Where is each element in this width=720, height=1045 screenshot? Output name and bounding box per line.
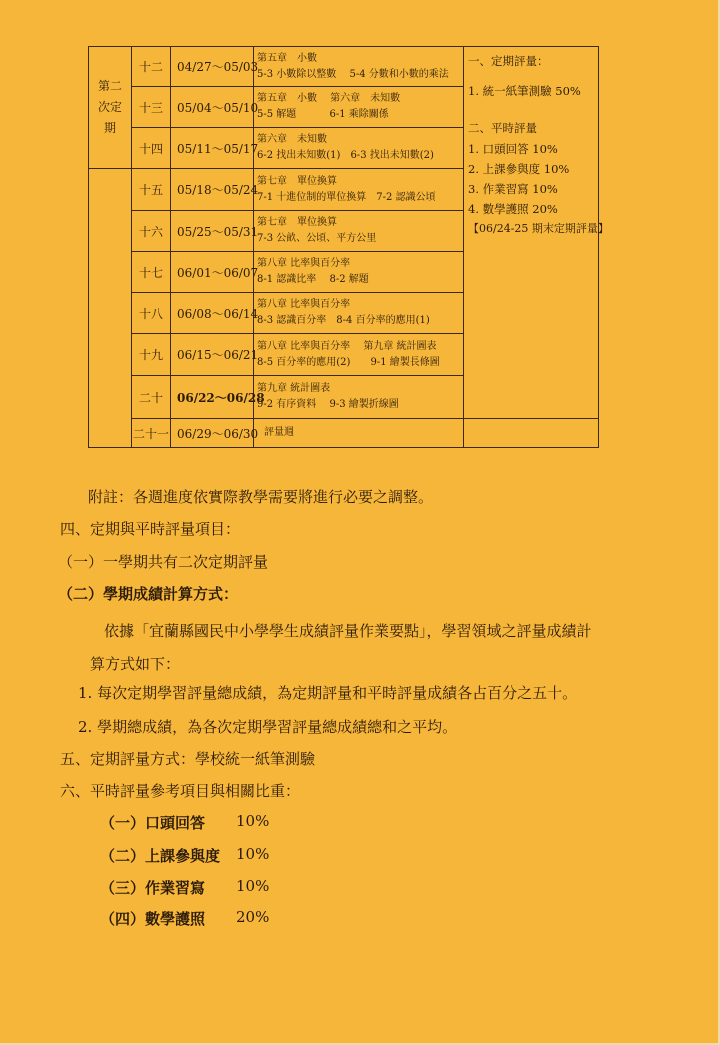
content-line: 7-1 十進位制的單位換算 7-2 認識公頃 [257, 191, 436, 203]
week-dates: 05/25～05/31 [171, 211, 254, 252]
week-number: 十三 [132, 87, 171, 128]
week-dates: 06/29～06/30 [171, 419, 254, 448]
week-content [254, 211, 464, 252]
content-line: 第八章 比率與百分率 第九章 統計圖表 [257, 340, 437, 352]
schedule-table [88, 46, 609, 448]
content-line: 評量週 [264, 427, 294, 438]
paragraph-line-1: 依據「宜蘭縣國民中小學學生成績評量作業要點」，學習領域之評量成績計 [104, 622, 592, 640]
week-dates: 04/27～05/03 [171, 47, 254, 87]
rule-1: 1. 每次定期學習評量總成績，為定期評量和平時評量成績各占百分之五十。 [78, 684, 578, 702]
weight-value: 10% [236, 812, 270, 830]
section-4-item-2: （二）學期成績計算方式： [58, 585, 239, 603]
period-blank [89, 169, 132, 448]
assessment-blank [464, 419, 599, 448]
assessment-heading-2: 二、平時評量 [468, 121, 537, 135]
content-line: 第七章 單位換算 [257, 217, 337, 228]
content-line: 7-3 公畝、公頃、平方公里 [257, 233, 377, 244]
weight-label: （四）數學護照 [100, 910, 206, 928]
week-number: 十二 [132, 47, 171, 87]
assessment-item: 4. 數學護照 20% [468, 202, 558, 216]
content-line: 5-3 小數除以整數 5-4 分數和小數的乘法 [257, 68, 449, 80]
week-dates: 06/01～06/07 [171, 252, 254, 293]
weight-value: 10% [236, 845, 270, 863]
week-dates: 06/22～06/28 [171, 376, 254, 419]
week-number: 十七 [132, 252, 171, 293]
period-label: 第二次定期 [89, 47, 132, 169]
weight-value: 20% [236, 908, 270, 926]
assessment-item: 1. 口頭回答 10% [468, 142, 558, 156]
content-line: 第八章 比率與百分率 [257, 258, 351, 269]
assessment-heading-1: 一、定期評量： [468, 54, 549, 68]
week-content [254, 169, 464, 211]
section-4-item-1: （一）一學期共有二次定期評量 [58, 553, 269, 571]
week-number: 二十 [132, 376, 171, 419]
week-dates: 06/08～06/14 [171, 293, 254, 334]
week-number: 十九 [132, 334, 171, 376]
content-line: 5-5 解題 6-1 乘除關係 [257, 109, 389, 120]
weight-label: （一）口頭回答 [100, 814, 206, 832]
content-line: 8-1 認識比率 8-2 解題 [257, 274, 369, 285]
weight-value: 10% [236, 877, 270, 895]
week-content [254, 419, 464, 448]
week-number: 十八 [132, 293, 171, 334]
week-number: 十五 [132, 169, 171, 211]
weight-label: （二）上課參與度 [100, 847, 221, 865]
assessment-item-1: 1. 統一紙筆測驗 50% [468, 84, 581, 98]
section-4-heading: 四、定期與平時評量項目： [60, 520, 241, 538]
content-line: 第六章 未知數 [257, 134, 327, 145]
paragraph-line-2: 算方式如下： [90, 655, 181, 673]
content-line: 8-3 認識百分率 8-4 百分率的應用(1) [257, 315, 430, 326]
week-content [254, 376, 464, 419]
content-line: 第七章 單位換算 [257, 175, 337, 187]
week-dates: 06/15～06/21 [171, 334, 254, 376]
week-content [254, 293, 464, 334]
assessment-item: 3. 作業習寫 10% [468, 182, 558, 196]
section-5-heading: 五、定期評量方式：學校統一紙筆測驗 [60, 750, 316, 768]
rule-2: 2. 學期總成績，為各次定期學習評量總成績總和之平均。 [78, 718, 458, 736]
week-content [254, 252, 464, 293]
content-line: 8-5 百分率的應用(2) 9-1 繪製長條圖 [257, 356, 440, 368]
assessment-item: 2. 上課參與度 10% [468, 162, 570, 176]
week-content [254, 128, 464, 169]
content-line: 第五章 小數 [257, 52, 317, 64]
content-line: 第五章 小數 第六章 未知數 [257, 93, 401, 104]
weight-label: （三）作業習寫 [100, 879, 206, 897]
schedule-row [89, 47, 599, 87]
week-dates: 05/11～05/17 [171, 128, 254, 169]
assessment-column [464, 47, 609, 419]
content-line: 9-2 有序資料 9-3 繪製折線圖 [257, 399, 399, 410]
week-dates: 05/04～05/10 [171, 87, 254, 128]
assessment-note: 【06/24-25 期末定期評量】 [468, 222, 609, 235]
week-number: 十六 [132, 211, 171, 252]
week-content [254, 334, 464, 376]
week-number: 二十一 [132, 419, 171, 448]
content-line: 第八章 比率與百分率 [257, 299, 351, 310]
content-line: 6-2 找出未知數(1) 6-3 找出未知數(2) [257, 150, 434, 161]
week-dates: 05/18～05/24 [171, 169, 254, 211]
week-number: 十四 [132, 128, 171, 169]
week-content [254, 47, 464, 87]
content-line: 第九章 統計圖表 [257, 383, 331, 394]
adjustment-note: 附註：各週進度依實際教學需要將進行必要之調整。 [88, 488, 434, 506]
section-6-heading: 六、平時評量參考項目與相關比重： [60, 782, 301, 800]
week-content [254, 87, 464, 128]
schedule-row [89, 419, 599, 448]
